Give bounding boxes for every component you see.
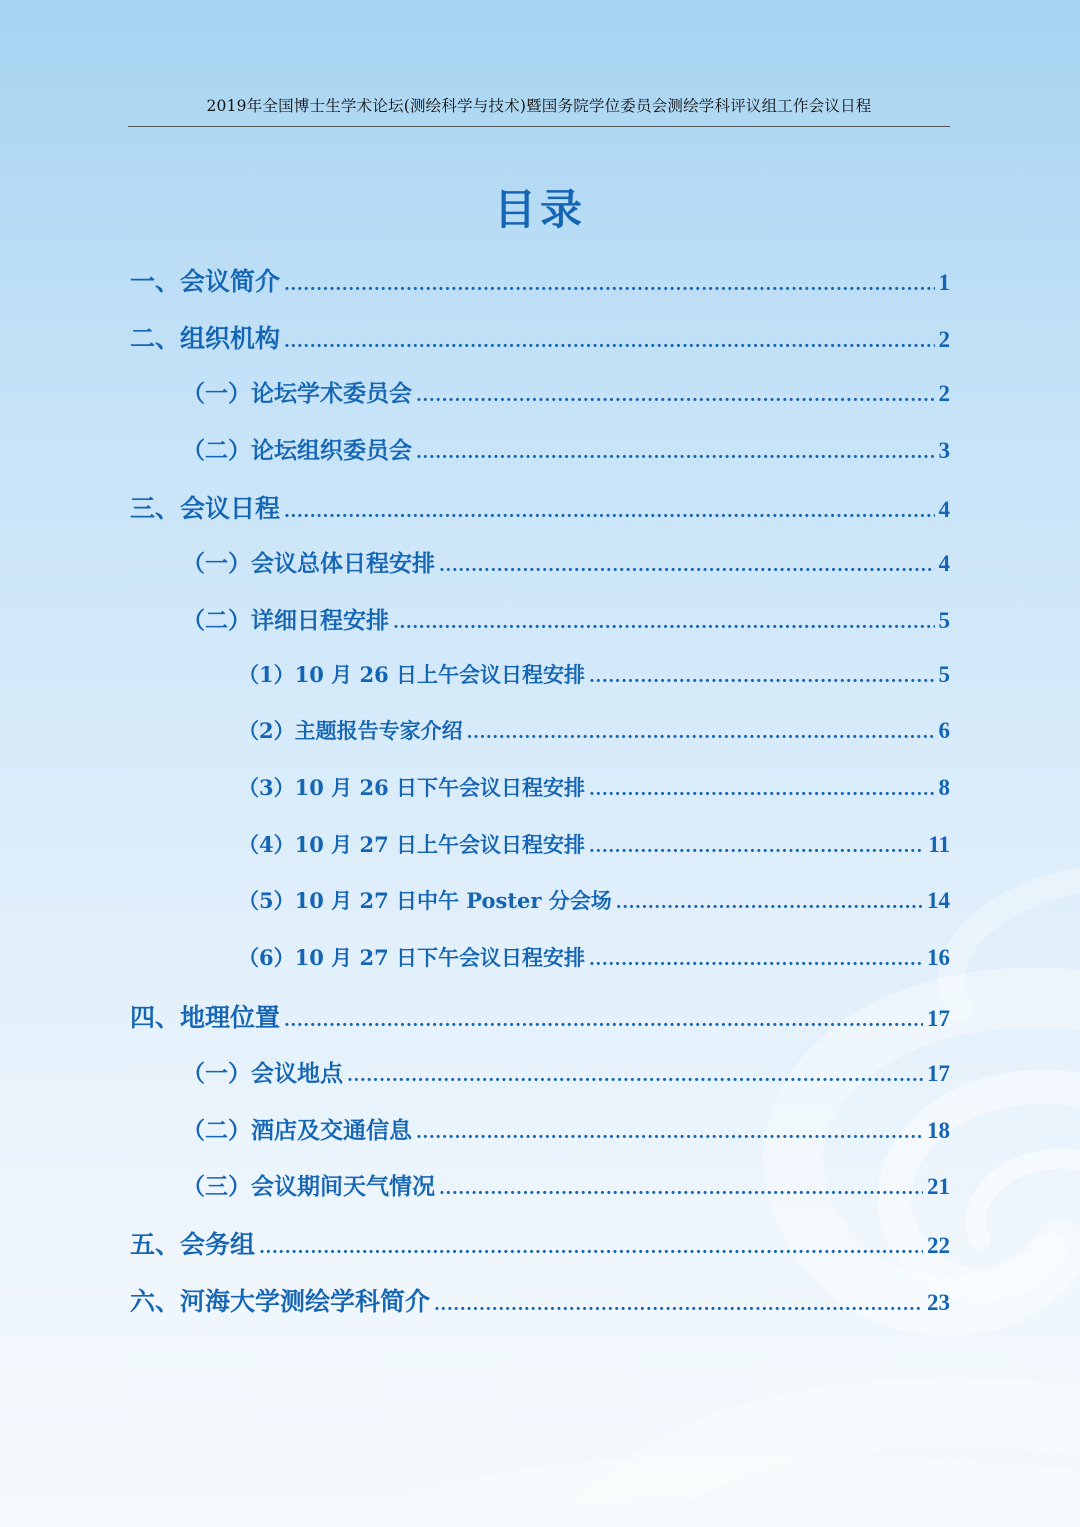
toc-page-number: 2 [938, 327, 950, 352]
toc-dot-leader [416, 445, 935, 462]
toc-dot-leader [416, 388, 935, 405]
toc-entry[interactable] [238, 942, 950, 978]
toc-entry-label: （6）10 月 27 日下午会议日程安排 [238, 945, 585, 970]
toc-entry-label: 二、组织机构 [130, 324, 281, 353]
toc-page-number: 1 [938, 270, 950, 295]
toc-page-number: 17 [927, 1061, 950, 1086]
toc-entry-label: （一）会议地点 [182, 1060, 343, 1087]
toc-dot-leader [616, 895, 923, 912]
toc-entry[interactable] [238, 659, 950, 695]
toc-entry-label: （1）10 月 26 日上午会议日程安排 [238, 662, 585, 687]
toc-entry-label: （5）10 月 27 日中午 Poster 分会场 [238, 888, 612, 913]
toc-entry[interactable] [130, 998, 950, 1034]
toc-entry-label: 一、会议简介 [130, 267, 281, 296]
toc-page-number: 2 [938, 381, 950, 406]
toc-entry-label: 四、地理位置 [130, 1003, 281, 1032]
toc-entry[interactable] [238, 772, 950, 808]
toc-dot-leader [589, 839, 924, 856]
page-title: 目录 [493, 185, 586, 234]
toc-page-number: 3 [938, 438, 950, 463]
running-header: 2019年全国博士生学术论坛(测绘科学与技术)暨国务院学位委员会测绘学科评议组工作会议日程 [206, 97, 872, 115]
toc-dot-leader [589, 782, 935, 799]
toc-page-number: 11 [928, 832, 950, 857]
toc-entry[interactable] [130, 1282, 950, 1318]
toc-page-number: 18 [927, 1118, 950, 1143]
toc-page-number: 17 [927, 1006, 950, 1031]
toc-dot-leader [284, 277, 934, 294]
toc-page-number: 5 [938, 662, 950, 687]
toc-entry-label: 三、会议日程 [130, 494, 281, 523]
toc-entry-label: 五、会务组 [130, 1230, 256, 1259]
toc-entry[interactable] [182, 432, 950, 468]
toc-entry-label: （2）主题报告专家介绍 [238, 718, 463, 743]
toc-entry-label: （二）详细日程安排 [182, 607, 389, 634]
toc-dot-leader [434, 1297, 923, 1314]
toc-entry[interactable] [238, 715, 950, 751]
toc-dot-leader [284, 504, 934, 521]
toc-page-number: 22 [927, 1233, 950, 1258]
toc-entry[interactable] [130, 489, 950, 525]
toc-page-number: 14 [927, 888, 950, 913]
toc-page-number: 8 [938, 775, 950, 800]
toc-page-number: 6 [938, 718, 950, 743]
toc-dot-leader [347, 1068, 923, 1085]
toc-entry[interactable] [182, 375, 950, 411]
toc-entry[interactable] [182, 1112, 950, 1148]
toc-entry-label: （一）会议总体日程安排 [182, 550, 435, 577]
toc-dot-leader [467, 725, 935, 742]
toc-dot-leader [589, 952, 923, 969]
toc-entry[interactable] [182, 1168, 950, 1204]
toc-entry-label: （4）10 月 27 日上午会议日程安排 [238, 832, 585, 857]
toc-page-number: 4 [938, 551, 950, 576]
toc-entry-label: （三）会议期间天气情况 [182, 1173, 435, 1200]
toc-dot-leader [284, 1013, 923, 1030]
toc-entry-label: （二）论坛组织委员会 [182, 437, 412, 464]
toc-dot-leader [439, 1181, 923, 1198]
header-divider [128, 126, 950, 127]
toc-entry[interactable] [130, 262, 950, 298]
toc-entry-label: （3）10 月 26 日下午会议日程安排 [238, 775, 585, 800]
toc-entry-label: （一）论坛学术委员会 [182, 380, 412, 407]
toc-entry[interactable] [238, 885, 950, 921]
toc-entry-label: 六、河海大学测绘学科简介 [130, 1287, 431, 1316]
toc-dot-leader [393, 615, 935, 632]
toc-dot-leader [416, 1125, 923, 1142]
toc-entry[interactable] [182, 545, 950, 581]
toc-entry[interactable] [238, 829, 950, 865]
toc-entry[interactable] [130, 1225, 950, 1261]
toc-entry-label: （二）酒店及交通信息 [182, 1117, 412, 1144]
toc-entry[interactable] [182, 602, 950, 638]
toc-page-number: 5 [938, 608, 950, 633]
toc-dot-leader [589, 669, 935, 686]
toc-dot-leader [284, 334, 934, 351]
toc-page-number: 16 [927, 945, 950, 970]
toc-page-number: 4 [938, 497, 950, 522]
toc-dot-leader [439, 558, 935, 575]
toc-entry[interactable] [130, 319, 950, 355]
toc-entry[interactable] [182, 1055, 950, 1091]
toc-dot-leader [259, 1240, 923, 1257]
toc-page-number: 21 [927, 1174, 950, 1199]
toc-page-number: 23 [927, 1290, 950, 1315]
